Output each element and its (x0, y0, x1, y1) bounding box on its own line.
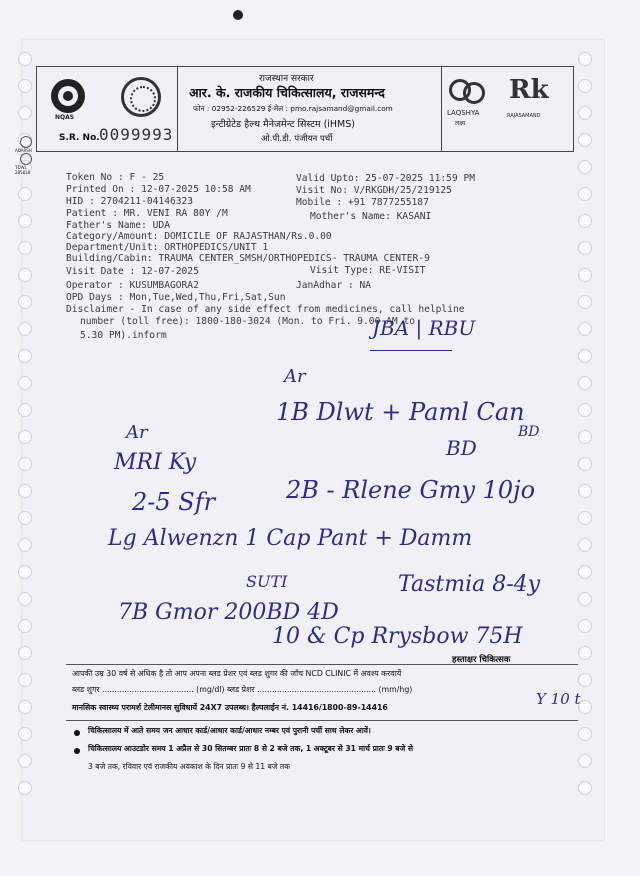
note-3: 3 बजे तक, रविवार एवं राजकीय अवकाश के दिन प्रातः 9 से 11 बजे तक (88, 762, 291, 771)
disclaimer-1: Disclaimer - In case of any side effect from medicines, call helpline (66, 304, 465, 315)
hand-line-3: Lg Alwenzn 1 Cap Pant + Damm (108, 526, 473, 551)
stamp-text-1: ADARSH (15, 148, 32, 153)
ihms-title: इन्टीग्रेटेड हैल्थ मैनेजमेन्ट सिस्टम (iHMS) (211, 119, 355, 130)
punch-hole (578, 430, 592, 444)
disclaimer-3: 5.30 PM).inform (80, 330, 167, 341)
visit-no: Visit No: V/RKGDH/25/219125 (296, 185, 452, 196)
punch-hole (578, 646, 592, 660)
punch-hole (18, 565, 32, 579)
hand-line-2: 2B - Rlene Gmy 10jo (286, 476, 536, 504)
note-1: चिकित्सालय में आते समय जन आधार कार्ड/आधार कार्ड/आधार नम्बर एवं पुरानी पर्ची साथ लेकर आवें। (88, 726, 371, 735)
department: Department/Unit: ORTHOPEDICS/UNIT 1 (66, 242, 269, 253)
punch-hole (18, 187, 32, 201)
hand-bd-2: BD (518, 424, 540, 440)
punch-hole (578, 376, 592, 390)
laqshya-logo (449, 79, 485, 105)
sugar-bp-line: ब्लड शुगर ..................................... (mg/dl) ब्लड प्रेशर ................................................ (mm/hg) (72, 685, 413, 694)
punch-hole (18, 484, 32, 498)
punch-hole (578, 322, 592, 336)
punch-hole (578, 565, 592, 579)
govt-title: राजस्थान सरकार (259, 74, 314, 84)
punch-hole (578, 592, 592, 606)
operator: Operator : KUSUMBAGORA2 (66, 280, 199, 291)
bullet-1 (74, 730, 80, 736)
punch-hole (18, 673, 32, 687)
opd-days: OPD Days : Mon,Tue,Wed,Thu,Fri,Sat,Sun (66, 292, 286, 303)
hid: HID : 2704211-04146323 (66, 196, 194, 207)
category: Category/Amount: DOMICILE OF RAJASTHAN/Rs.0.00 (66, 231, 332, 242)
punch-hole (578, 268, 592, 282)
punch-hole (18, 457, 32, 471)
emblem-logo (121, 77, 161, 117)
building: Building/Cabin: TRAUMA CENTER_SMSH/ORTHOPEDICS- TRAUMA CENTER-9 (66, 253, 430, 264)
patient-name: Patient : MR. VENI RA 80Y /M (66, 208, 228, 219)
punch-hole (18, 295, 32, 309)
hospital-contact: फोन : 02952-226529 ई-मेल : pmo.rajsamand@gmail.com (193, 104, 393, 113)
stamp-text-2: TOWL (15, 165, 27, 170)
valid-upto: Valid Upto: 25-07-2025 11:59 PM (296, 173, 476, 184)
punch-hole (18, 700, 32, 714)
father-name: Father's Name: UDA (66, 220, 170, 231)
laqshya-label: LAQSHYA (447, 109, 480, 117)
punch-hole (18, 781, 32, 795)
printed-on: Printed On : 12-07-2025 10:58 AM (66, 184, 251, 195)
punch-hole (578, 133, 592, 147)
hand-suti: SUTI (246, 572, 288, 591)
hospital-notes (66, 720, 578, 783)
bullet-2 (74, 748, 80, 754)
punch-hole (18, 106, 32, 120)
punch-hole (578, 241, 592, 255)
punch-hole (578, 187, 592, 201)
punch-hole (578, 484, 592, 498)
punch-hole (578, 457, 592, 471)
punch-hole (578, 52, 592, 66)
mobile: Mobile : +91 7877255187 (296, 197, 429, 208)
hand-line-2a: 2-5 Sfr (132, 488, 216, 516)
punch-hole (578, 106, 592, 120)
hand-diagnosis: JBA | RBU (372, 316, 476, 340)
doctor-signature-label: हस्ताक्षर चिकित्सक (452, 655, 511, 665)
punch-hole (578, 619, 592, 633)
punch-hole (578, 214, 592, 228)
punch-hole (18, 727, 32, 741)
punch-hole (578, 349, 592, 363)
punch-hole (18, 430, 32, 444)
sr-number: 0099993 (99, 125, 174, 144)
hospital-name: आर. के. राजकीय चिकित्सालय, राजसमन्द (189, 85, 385, 100)
punch-hole (18, 754, 32, 768)
visit-type: Visit Type: RE-VISIT (310, 265, 426, 276)
punch-hole (18, 268, 32, 282)
hand-bd-1: BD (446, 436, 477, 460)
punch-hole (18, 376, 32, 390)
punch-hole (578, 538, 592, 552)
token-no: Token No : F - 25 (66, 172, 165, 183)
mother-name: Mother's Name: KASANI (310, 211, 432, 222)
punch-hole (18, 646, 32, 660)
stamp-text-3: 285818 (15, 170, 31, 175)
hospital-header (36, 66, 574, 152)
opd-slip-title: ओ.पी.डी. पंजीयन पर्ची (261, 134, 333, 144)
hand-rx-1: Ar (284, 366, 306, 387)
disclaimer-2: number (toll free): 1800-180-3024 (Mon. to Fri. 9.00 AM to (80, 316, 416, 327)
punch-hole (18, 511, 32, 525)
hand-note: Y 10 t (536, 690, 581, 708)
punch-hole (578, 754, 592, 768)
hand-underline (370, 350, 452, 351)
nqas-label: NQAS (55, 114, 75, 121)
punch-hole (578, 727, 592, 741)
rk-sub: RAJASAMAND (507, 113, 541, 119)
punch-hole (578, 160, 592, 174)
punch-hole (578, 673, 592, 687)
punch-hole (18, 79, 32, 93)
laqshya-sub: लक्ष्य (455, 120, 466, 127)
side-stamp (15, 136, 37, 184)
hand-line-4: Tastmia 8-4y (398, 572, 541, 597)
janadhar: JanAdhar : NA (296, 280, 372, 291)
visit-date: Visit Date : 12-07-2025 (66, 266, 199, 277)
sr-label: S.R. No. (59, 133, 100, 143)
punch-hole (18, 619, 32, 633)
punch-hole (18, 349, 32, 363)
punch-hole (18, 52, 32, 66)
punch-hole (578, 781, 592, 795)
punch-hole (18, 538, 32, 552)
note-2: चिकित्सालय आउटडोर समय 1 अप्रैल से 30 सितम्बर प्रातः 8 से 2 बजे तक, 1 अक्टूबर से 31 मार्च प्रातः 9 बजे से (88, 744, 414, 753)
punch-hole (18, 214, 32, 228)
hand-line-6: 10 & Cp Rrysbow 75H (272, 624, 523, 649)
hand-line-5: 7B Gmor 200BD 4D (118, 600, 339, 625)
punch-hole (18, 241, 32, 255)
punch-hole (578, 295, 592, 309)
punch-hole (18, 322, 32, 336)
rk-logo: Rk (509, 75, 549, 105)
telemanas-line: मानसिक स्वास्थ्य परामर्श टेलीमानस सुविधायें 24X7 उपलब्ध। हैल्पलाईन नं. 14416/1800-89-14416 (72, 703, 388, 712)
ncd-notice: आपकी उम्र 30 वर्ष से अधिक है तो आप अपना ब्लड प्रेशर एवं ब्लड शुगर की जाँच NCD CLINIC में अवश्य करवायें (72, 669, 402, 678)
ncd-footer (66, 664, 578, 721)
hand-rx-2: Ar (126, 422, 148, 443)
punch-hole (578, 511, 592, 525)
punch-hole (18, 592, 32, 606)
punch-hole (18, 403, 32, 417)
hand-line-1: 1B Dlwt + Paml Can (276, 398, 525, 426)
hand-mri: MRI Ky (114, 450, 197, 475)
nqas-logo (51, 79, 85, 113)
punch-hole (578, 79, 592, 93)
punch-hole (578, 403, 592, 417)
ink-dot (233, 10, 243, 20)
